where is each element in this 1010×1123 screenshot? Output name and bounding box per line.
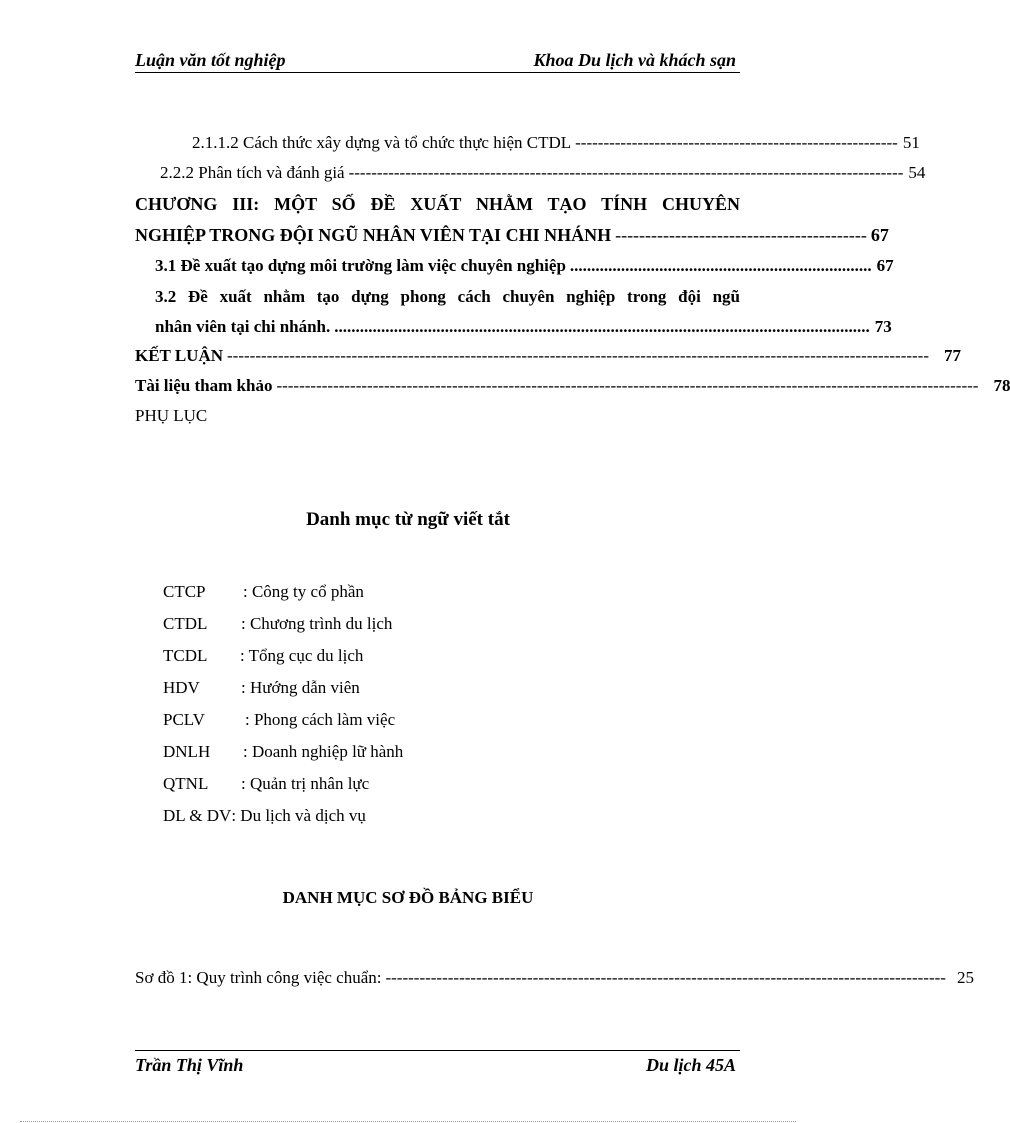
abbr-meaning: : Doanh nghiệp lữ hành (243, 742, 404, 761)
toc-item-222 (160, 163, 926, 183)
toc-leader: ---------------------------------------------------------------------------------------------------------------------------- (276, 376, 979, 395)
toc-item-label: 2.2.2 Phân tích và đánh giá (160, 163, 345, 182)
abbr-code: DNLH (163, 742, 211, 761)
abbreviations-title: Danh mục từ ngữ viết tắt (306, 509, 510, 530)
toc-item-label: 2.1.1.2 Cách thức xây dựng và tổ chức thực hiện CTDL (192, 133, 572, 152)
abbr-code: CTCP (163, 582, 206, 601)
toc-item-page: 67 (870, 225, 889, 245)
footer-rule (135, 1050, 740, 1051)
header-left: Luận văn tốt nghiệp (135, 50, 286, 70)
page-edge (20, 1121, 796, 1122)
list-item (163, 678, 360, 698)
list-item (163, 774, 369, 794)
abbr-code: QTNL (163, 774, 209, 793)
toc-item-page: 54 (908, 163, 926, 182)
toc-item-page: 51 (902, 133, 920, 152)
abbr-meaning: : Du lịch và dịch vụ (231, 806, 366, 825)
toc-chapter3-line2 (135, 225, 889, 246)
toc-item-31 (155, 256, 894, 276)
footer-right: Du lịch 45A (645, 1055, 736, 1075)
toc-references (135, 376, 1010, 396)
toc-leader: -------------------------------------------------------------------------------------------------- (348, 163, 904, 182)
list-item (163, 806, 366, 826)
toc-item-label: KẾT LUẬN (135, 346, 224, 365)
abbr-code: TCDL (163, 646, 208, 665)
list-item (163, 646, 363, 666)
toc-item-page: 78 (993, 376, 1010, 395)
abbr-code: HDV (163, 678, 200, 697)
abbr-code: PCLV (163, 710, 205, 729)
abbr-meaning: : Chương trình du lịch (241, 614, 393, 633)
toc-item-label: NGHIỆP TRONG ĐỘI NGŨ NHÂN VIÊN TẠI CHI NHÁNH (135, 225, 612, 245)
abbr-meaning: : Công ty cổ phần (243, 582, 364, 601)
toc-item-32-line1: 3.2 Đề xuất nhằm tạo dựng phong cách chuyên nghiệp trong đội ngũ (155, 287, 740, 306)
abbr-meaning: : Hướng dẫn viên (241, 678, 360, 697)
toc-chapter3-line1: CHƯƠNG III: MỘT SỐ ĐỀ XUẤT NHẰM TẠO TÍNH CHUYÊN (135, 194, 740, 214)
toc-item-page: 73 (874, 317, 892, 336)
toc-item-32-line2 (155, 317, 892, 337)
abbr-meaning: : Tổng cục du lịch (240, 646, 364, 665)
toc-leader: ---------------------------------------------------------------------------------------------------------------------------- (227, 346, 929, 365)
toc-leader: ------------------------------------------ (615, 225, 867, 245)
toc-leader: .............................................................................................................................. (334, 317, 870, 336)
diagram-item-page: 25 (956, 968, 974, 987)
toc-item-label: nhân viên tại chi nhánh. (155, 317, 331, 336)
toc-appendix: PHỤ LỤC (135, 406, 208, 425)
abbr-meaning: : Phong cách làm việc (245, 710, 396, 729)
diagram-item-1 (135, 968, 974, 988)
toc-leader: ....................................................................... (569, 256, 872, 275)
list-item (163, 710, 395, 730)
toc-leader: --------------------------------------------------------- (575, 133, 898, 152)
diagram-item-label: Sơ đồ 1: Quy trình công việc chuẩn: (135, 968, 382, 987)
list-item (163, 614, 392, 634)
toc-conclusion (135, 346, 961, 366)
toc-item-page: 67 (876, 256, 894, 275)
list-item (163, 742, 403, 762)
toc-item-page: 77 (944, 346, 961, 365)
header-rule (135, 72, 740, 73)
footer-left: Trần Thị Vĩnh (135, 1055, 244, 1075)
toc-item-label: 3.1 Đề xuất tạo dựng môi trường làm việc chuyên nghiệp (155, 256, 566, 275)
header-right: Khoa Du lịch và khách sạn (533, 50, 736, 70)
toc-item-label: Tài liệu tham khảo (135, 376, 273, 395)
toc-item-2112 (192, 133, 920, 153)
toc-leader: --------------------------------------------------------------------------------------------------- (385, 968, 946, 987)
abbr-meaning: : Quản trị nhân lực (241, 774, 370, 793)
list-item (163, 582, 364, 602)
abbr-code: DL & DV (163, 806, 232, 825)
abbr-code: CTDL (163, 614, 208, 633)
diagrams-title: DANH MỤC SƠ ĐỒ BẢNG BIỂU (282, 888, 534, 907)
